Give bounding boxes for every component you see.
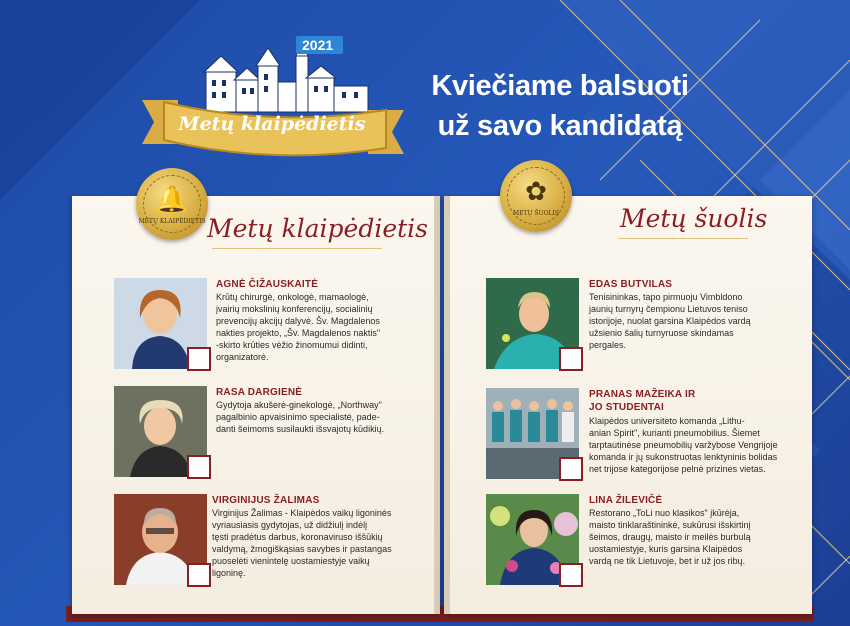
right-title-divider [618,238,748,239]
logo-title: Metų klaipėdietis [178,113,366,135]
candidate-description: Klaipėdos universiteto komanda „Lithu- anian Spirit", kurianti pneumobilius. Šiemet tarptautinėse pneumobilių varžybose Vengrijoje komanda ir jų sukonstruotas lenktyninis bolidas net trijose kategorijose pelnė prizines vietas. [589,416,778,474]
candidate-name: AGNĖ ČIŽAUSKAITĖ [216,279,319,290]
candidate-name-line-2: JO STUDENTAI [589,402,664,413]
logo-year-badge: 2021 [296,36,343,54]
vote-checkbox[interactable] [559,457,583,481]
candidate-name: RASA DARGIENĖ [216,387,303,398]
right-page [444,196,812,614]
vote-checkbox[interactable] [187,563,211,587]
city-skyline-logo [138,36,408,158]
right-seal-caption: METŲ ŠUOLIS [512,210,560,217]
vote-checkbox[interactable] [559,563,583,587]
candidate-description: Gydytoja akušerė-ginekologė, „Northway" pagalbinio apvaisinimo specialistė, pade- danti šeimoms susilaukti išsvajotų kūdikių. [216,400,385,434]
candidate-card [114,386,444,481]
candidate-description: Krūtų chirurgė, onkologė, mamaologė, įvairių mokslinių konferencijų, socialinių prevencijų akcijų dalyvė. Šv. Magdalenos nakties projekto, „Šv. Magdalenos naktis" -skirto krūties vėžio žinomumui didinti, organizatorė. [216,292,381,362]
bell-icon: 🔔 [155,184,189,214]
left-seal-badge [136,168,208,240]
left-title-divider [212,248,382,249]
left-section-title: Metų klaipėdietis [207,214,428,243]
headline [430,66,690,146]
vote-checkbox[interactable] [187,347,211,371]
candidate-card [114,494,444,589]
candidate-card [486,278,816,373]
candidate-description: Virginijus Žalimas - Klaipėdos vaikų ligoninės vyriausiasis gydytojas, už didžiulį indėlį tęsti pradėtus darbus, koronaviruso iššūkių valdymą, žmogiškąsias savybes ir pastangas puoselėti vienintelę uostamiestyje vaikų ligoninę. [212,508,392,578]
candidate-card [486,494,816,589]
right-seal-badge [500,160,572,232]
left-seal-caption: METŲ KLAIPĖDIETIS [138,218,206,225]
candidate-description: Restorano „ToLi nuo klasikos" įkūrėja, maisto tinklaraštininkė, sukūrusi išskirtinį šeimos, draugų, maisto ir meilės burbulą uostamiestyje, kuris garsina Klaipėdos vardą ne tik Lietuvoje, bet ir už jos ribų. [589,508,751,566]
candidate-card [486,388,816,483]
laurel-branch-icon: ✿ [525,176,547,206]
headline-line-2: už savo kandidatą [437,110,683,142]
vote-checkbox[interactable] [559,347,583,371]
left-page [72,196,440,614]
candidate-description: Tenisininkas, tapo pirmuoju Vimbldono jaunių turnyrų čempionu Lietuvos teniso istorijoje, nuolat garsina Klaipėdos vardą užsienio šalių turnyruose skindamas pergales. [589,292,751,350]
candidate-card [114,278,444,373]
headline-line-1: Kviečiame balsuoti [431,70,689,102]
vote-checkbox[interactable] [187,455,211,479]
candidate-name: LINA ŽILEVIČĖ [589,495,663,506]
right-section-title: Metų šuolis [620,204,768,233]
candidate-name: VIRGINIJUS ŽALIMAS [212,495,320,506]
candidate-name: EDAS BUTVILAS [589,279,673,290]
candidate-name: PRANAS MAŽEIKA IR [589,389,696,400]
